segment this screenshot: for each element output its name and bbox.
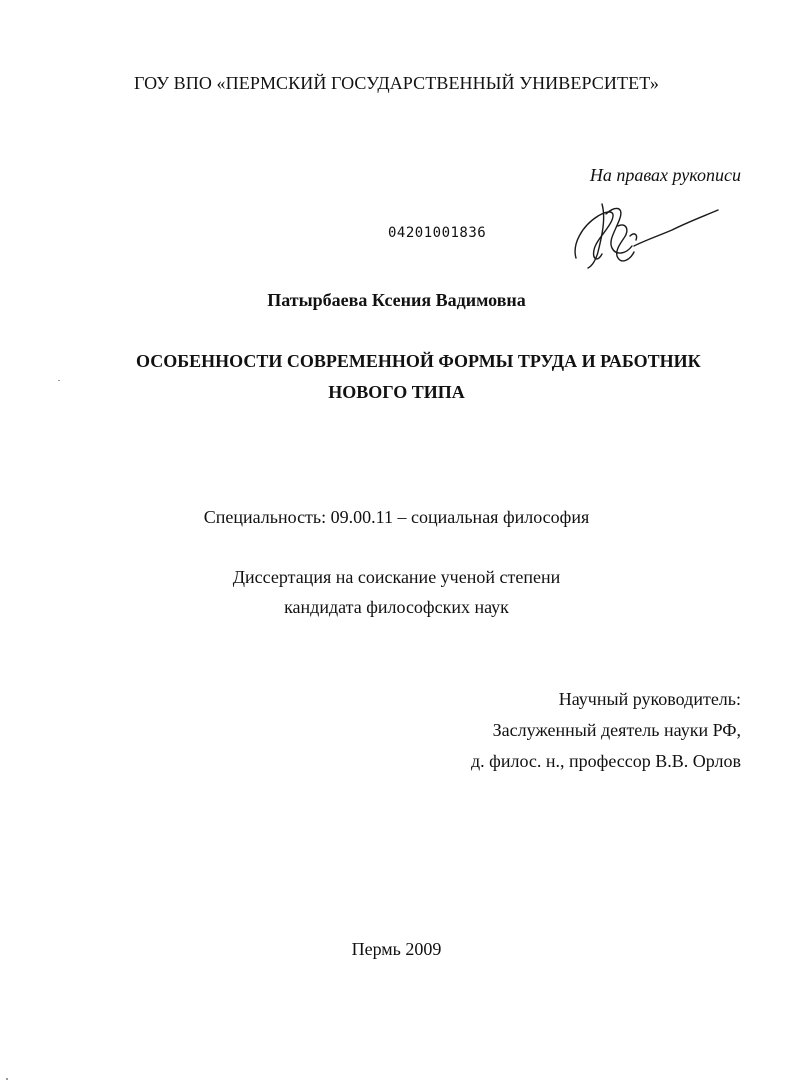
city-and-year: Пермь 2009: [351, 939, 442, 959]
supervisor-name: д. филос. н., профессор В.В. Орлов: [471, 751, 741, 771]
specialty-line: Специальность: 09.00.11 – социальная философия: [203, 507, 590, 527]
thesis-title-line-2: НОВОГО ТИПА: [328, 382, 465, 402]
signature-icon: [568, 196, 728, 276]
manuscript-rights-note: На правах рукописи: [589, 165, 741, 185]
scan-speck: [6, 1078, 8, 1080]
document-number: 04201001836: [388, 225, 487, 241]
scan-speck: [58, 380, 60, 381]
degree-line-1: Диссертация на соискание ученой степени: [232, 567, 561, 587]
thesis-title-line-1: ОСОБЕННОСТИ СОВРЕМЕННОЙ ФОРМЫ ТРУДА И РАБОТНИК: [136, 351, 701, 371]
supervisor-label: Научный руководитель:: [558, 689, 741, 709]
supervisor-honorary-title: Заслуженный деятель науки РФ,: [492, 720, 741, 740]
author-name: Патырбаева Ксения Вадимовна: [267, 290, 526, 310]
university-heading: ГОУ ВПО «ПЕРМСКИЙ ГОСУДАРСТВЕННЫЙ УНИВЕРСИТЕТ»: [134, 73, 659, 93]
degree-line-2: кандидата философских наук: [284, 597, 509, 617]
